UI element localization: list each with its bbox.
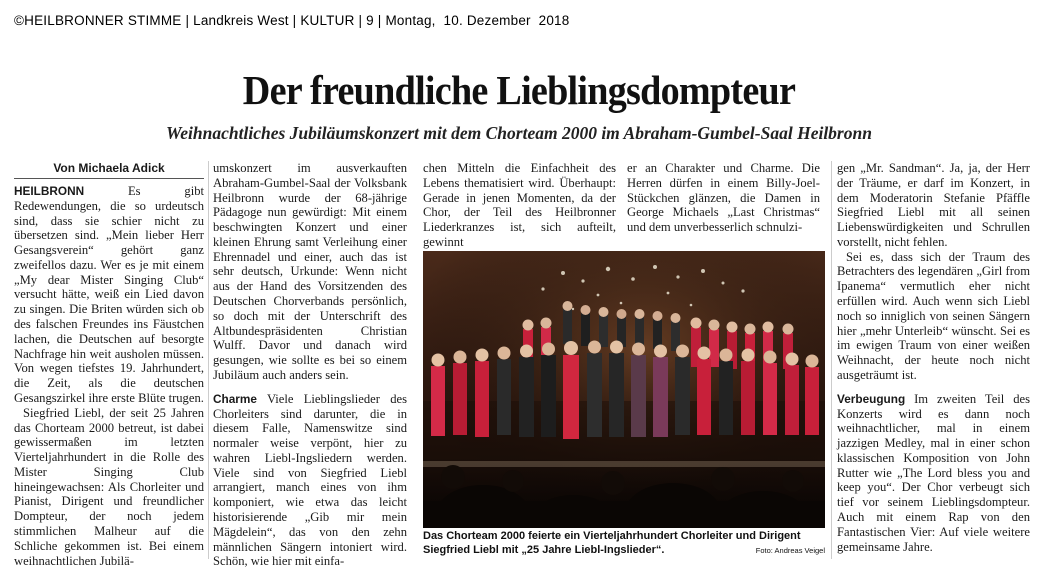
article-paragraph: er an Charakter und Charme. Die Herren dürfen in einem Billy-Joel-Stückchen glänzen, die Damen in George Michaels „Last Christmas“ und dem unverbesserlich schnulzi- [627, 161, 820, 235]
article-column-4 [627, 161, 820, 235]
article-column-3 [423, 161, 616, 250]
author-byline: Von Michaela Adick [14, 161, 204, 179]
paragraph-text: Im zweiten Teil des Konzerts wird es dann noch weihnachtlicher, mal in einem jazzigen Medley, mal in einer schon klassischen Komposition von John Rutter wie „The Lord bless you and keep you“. Der Chor verbeugt sich tief vor seinem Lieblingsdompteur. Auch mit einem Rap von den Fantastischen Vier: Auf viele weitere gemeinsame Jahre. [837, 391, 1030, 554]
article-subheadline: Weihnachtliches Jubiläumskonzert mit dem Chorteam 2000 im Abraham-Gumbel-Saal Heilbronn [166, 123, 872, 143]
column-divider [831, 161, 832, 559]
article-paragraph: gen „Mr. Sandman“. Ja, ja, der Herr der Träume, er darf im Konzert, in dem Moderatorin Stefanie Pfäffle Siegfried Liebl mit all seinen Liebenswürdigkeiten und Schrullen vorstellt, nicht fehlen. [837, 161, 1030, 249]
paragraph-text: Viele Lieblingslieder des Chorleiters sind darunter, die in diesem Falle, Namenswitze sind normaler weise verpönt, hier zu wahren Liebl-Ingsliedern werden. Viele sind von Siegfried Liebl arrangiert, manch eines von ihm komponiert, wie etwa das leicht historisierende „Gib mir mein Mägdelein“, das von den zehn männlichen Sängern intoniert wird. Schön, wie hier mit einfa- [213, 391, 408, 569]
article-paragraph: chen Mitteln die Einfachheit des Lebens thematisiert wird. Überhaupt: Gerade in jenen Momenten, da der Chor, der Teil des Heilbronner Liederkranzes ist, sich aufteilt, gewinnt [423, 161, 616, 249]
article-paragraph [213, 392, 407, 569]
source-line: ©HEILBRONNER STIMME | Landkreis West | KULTUR | 9 | Montag, 10. Dezember 2018 [14, 13, 570, 28]
article-column-2 [213, 161, 407, 569]
caption-text: Das Chorteam 2000 feierte ein Vierteljahrhundert Chorleiter und Dirigent Siegfried Liebl mit „25 Jahre Liebl-Ingslieder“. [423, 530, 801, 556]
column-divider [208, 161, 209, 559]
article-column-5 [837, 161, 1030, 554]
paragraph-text: Es gibt Redewendungen, die so urdeutsch sind, dass sie schier nicht zu übersetzen sind. „Mein lieber Herr Gesangsverein“ gehört ganz zweifellos dazu. Wer es je mit einem „My dear Mister Singing Club“ versucht hätte, weiß ein Lied davon zu singen. Die Briten würden sich ob des falschen Freundes ins Fäustchen lachen, die Deutschen auf besorgte Nachfrage hin weit ausholen müssen. Von wegen tiefstes 19. Jahrhundert, die Zeit, als die deutschen Gesangszirkel ihre erste Blüte trugen. [14, 184, 204, 405]
article-paragraph: Sei es, dass sich der Traum des Betrachters des legendären „Girl from Ipanema“ vermutlich eher nicht erfüllen wird. Auch wenn sich Liebl noch so inniglich von seinen Sängern hier „mehr Unterleib“ wünscht. Sei es im ewigen Traum von einer weißen Weihnacht, der heute noch nicht ausgeträumt ist. [837, 249, 1030, 382]
article-column-1 [14, 161, 204, 568]
article-paragraph: umskonzert im ausverkauften Abraham-Gumbel-Saal der Volksbank Heilbronn wurde der 68-jährige Pädagoge nun gewürdigt: Mit einem beschwingten Konzert und einer kleinen Ehrung samt Verleihung einer Ehrennadel und einer, auch das ist sehr deutsch, Urkunde: Wenn nicht aus der Hand des Vorsitzenden des Deutschen Chorverbands persönlich, so doch mit der Unterschrift des Altbundespräsidenten Christian Wulff. Davor und danach wird gesungen, wie sollte es bei so einem Jubiläum auch anders sein. [213, 161, 407, 382]
section-keyword: Verbeugung [837, 391, 906, 406]
section-keyword: Charme [213, 391, 257, 406]
dateline: HEILBRONN [14, 184, 85, 198]
article-headline: Der freundliche Lieblingsdompteur [242, 67, 796, 113]
article-paragraph: Siegfried Liebl, der seit 25 Jahren das Chorteam 2000 betreut, ist dabei gewissermaßen im letzten Vierteljahrhundert in die Rolle des Mister Singing Club hineingewachsen: Als Chorleiter und Pianist, Dirigent und freundlicher Dompteur, der noch jedem stimmlichen Malheur auf die Schliche gekommen ist. Bei einem weihnachtlichen Jubilä- [14, 405, 204, 568]
choir-photo-image [423, 251, 825, 528]
article-paragraph [14, 184, 204, 406]
photo-credit: Foto: Andreas Veigel [755, 545, 825, 555]
choir-photo [423, 251, 825, 528]
photo-caption [423, 530, 825, 557]
article-paragraph [837, 392, 1030, 555]
